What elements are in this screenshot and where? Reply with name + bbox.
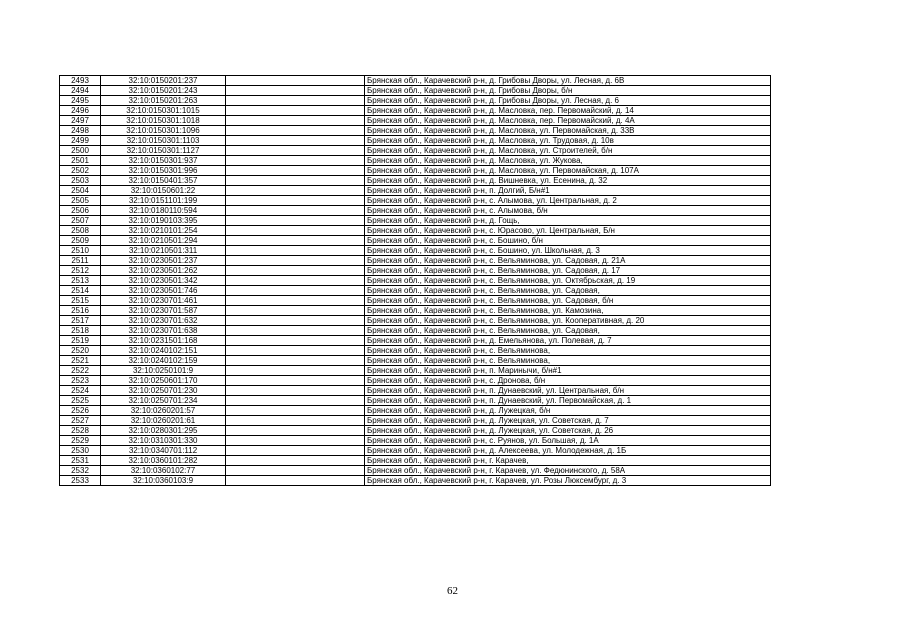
table-row [60,96,771,106]
address-cell: Брянская обл., Карачевский р-н, п. Маринычи, б/н#1 [365,366,771,376]
table-row [60,236,771,246]
cadastral-number-cell: 32:10:0360103:9 [101,476,226,486]
table-row [60,186,771,196]
address-cell: Брянская обл., Карачевский р-н, с. Вельяминова, ул. Садовая, б/н [365,296,771,306]
empty-cell [226,156,365,166]
row-number-cell: 2533 [60,476,101,486]
address-cell: Брянская обл., Карачевский р-н, д. Гощь, [365,216,771,226]
table-row [60,366,771,376]
cadastral-number-cell: 32:10:0230501:262 [101,266,226,276]
cadastral-number-cell: 32:10:0240102:151 [101,346,226,356]
empty-cell [226,406,365,416]
empty-cell [226,376,365,386]
address-cell: Брянская обл., Карачевский р-н, г. Карачев, ул. Розы Люксембург, д. 3 [365,476,771,486]
empty-cell [226,126,365,136]
table-row [60,246,771,256]
empty-cell [226,346,365,356]
empty-cell [226,246,365,256]
empty-cell [226,296,365,306]
row-number-cell: 2499 [60,136,101,146]
cadastral-number-cell: 32:10:0231501:168 [101,336,226,346]
address-cell: Брянская обл., Карачевский р-н, д. Лужецкая, ул. Советская, д. 26 [365,426,771,436]
empty-cell [226,286,365,296]
row-number-cell: 2500 [60,146,101,156]
table-row [60,116,771,126]
cadastral-number-cell: 32:10:0150301:937 [101,156,226,166]
table-row [60,196,771,206]
address-cell: Брянская обл., Карачевский р-н, г. Карачев, [365,456,771,466]
table-row [60,146,771,156]
table-row [60,106,771,116]
address-cell: Брянская обл., Карачевский р-н, с. Вельяминова, ул. Камозина, [365,306,771,316]
table-row [60,216,771,226]
row-number-cell: 2516 [60,306,101,316]
cadastral-number-cell: 32:10:0190103:395 [101,216,226,226]
row-number-cell: 2514 [60,286,101,296]
cadastral-number-cell: 32:10:0250701:230 [101,386,226,396]
table-row [60,466,771,476]
empty-cell [226,136,365,146]
address-cell: Брянская обл., Карачевский р-н, с. Вельяминова, ул. Садовая, [365,286,771,296]
empty-cell [226,266,365,276]
cadastral-number-cell: 32:10:0230501:746 [101,286,226,296]
address-cell: Брянская обл., Карачевский р-н, д. Лужецкая, б/н [365,406,771,416]
property-register-table [59,75,771,486]
address-cell: Брянская обл., Карачевский р-н, д. Масловка, ул. Первомайская, д. 33В [365,126,771,136]
address-cell: Брянская обл., Карачевский р-н, с. Вельяминова, ул. Октябрьская, д. 19 [365,276,771,286]
empty-cell [226,256,365,266]
cadastral-number-cell: 32:10:0250601:170 [101,376,226,386]
row-number-cell: 2511 [60,256,101,266]
row-number-cell: 2498 [60,126,101,136]
address-cell: Брянская обл., Карачевский р-н, д. Лужецкая, ул. Советская, д. 7 [365,416,771,426]
table-row [60,396,771,406]
table-row [60,406,771,416]
cadastral-number-cell: 32:10:0230701:461 [101,296,226,306]
cadastral-number-cell: 32:10:0360101:282 [101,456,226,466]
row-number-cell: 2501 [60,156,101,166]
cadastral-number-cell: 32:10:0210501:311 [101,246,226,256]
address-cell: Брянская обл., Карачевский р-н, д. Масловка, ул. Жукова, [365,156,771,166]
cadastral-number-cell: 32:10:0150201:237 [101,76,226,86]
address-cell: Брянская обл., Карачевский р-н, с. Бошино, б/н [365,236,771,246]
empty-cell [226,366,365,376]
cadastral-number-cell: 32:10:0340701:112 [101,446,226,456]
table-row [60,436,771,446]
cadastral-number-cell: 32:10:0150601:22 [101,186,226,196]
row-number-cell: 2522 [60,366,101,376]
table-row [60,226,771,236]
address-cell: Брянская обл., Карачевский р-н, д. Масловка, ул. Первомайская, д. 107А [365,166,771,176]
row-number-cell: 2520 [60,346,101,356]
address-cell: Брянская обл., Карачевский р-н, д. Алексеева, ул. Молодежная, д. 1Б [365,446,771,456]
cadastral-number-cell: 32:10:0210501:294 [101,236,226,246]
cadastral-number-cell: 32:10:0230501:342 [101,276,226,286]
table-row [60,416,771,426]
row-number-cell: 2507 [60,216,101,226]
page-number: 62 [447,585,458,597]
table-row [60,336,771,346]
row-number-cell: 2510 [60,246,101,256]
row-number-cell: 2524 [60,386,101,396]
cadastral-number-cell: 32:10:0250701:234 [101,396,226,406]
row-number-cell: 2493 [60,76,101,86]
address-cell: Брянская обл., Карачевский р-н, с. Вельяминова, ул. Садовая, д. 21А [365,256,771,266]
table-row [60,446,771,456]
row-number-cell: 2512 [60,266,101,276]
row-number-cell: 2532 [60,466,101,476]
cadastral-number-cell: 32:10:0150301:1018 [101,116,226,126]
row-number-cell: 2496 [60,106,101,116]
address-cell: Брянская обл., Карачевский р-н, д. Вишневка, ул. Есенина, д. 32 [365,176,771,186]
row-number-cell: 2527 [60,416,101,426]
empty-cell [226,466,365,476]
cadastral-number-cell: 32:10:0260201:57 [101,406,226,416]
table-row [60,166,771,176]
empty-cell [226,336,365,346]
table-row [60,256,771,266]
address-cell: Брянская обл., Карачевский р-н, д. Грибовы Дворы, б/н [365,86,771,96]
cadastral-number-cell: 32:10:0150401:357 [101,176,226,186]
table-row [60,266,771,276]
cadastral-number-cell: 32:10:0280301:295 [101,426,226,436]
row-number-cell: 2494 [60,86,101,96]
cadastral-number-cell: 32:10:0150201:243 [101,86,226,96]
address-cell: Брянская обл., Карачевский р-н, г. Карачев, ул. Федюнинского, д. 58А [365,466,771,476]
cadastral-number-cell: 32:10:0150301:1096 [101,126,226,136]
table-row [60,456,771,466]
empty-cell [226,236,365,246]
empty-cell [226,306,365,316]
empty-cell [226,76,365,86]
table-row [60,176,771,186]
empty-cell [226,326,365,336]
cadastral-number-cell: 32:10:0150301:996 [101,166,226,176]
empty-cell [226,116,365,126]
empty-cell [226,186,365,196]
address-cell: Брянская обл., Карачевский р-н, д. Масловка, ул. Трудовая, д. 10в [365,136,771,146]
empty-cell [226,476,365,486]
table-row [60,426,771,436]
empty-cell [226,396,365,406]
cadastral-number-cell: 32:10:0250101:9 [101,366,226,376]
table-row [60,306,771,316]
address-cell: Брянская обл., Карачевский р-н, с. Юрасово, ул. Центральная, Б/н [365,226,771,236]
empty-cell [226,456,365,466]
table-row [60,386,771,396]
address-cell: Брянская обл., Карачевский р-н, с. Дронова, б/н [365,376,771,386]
address-cell: Брянская обл., Карачевский р-н, д. Грибовы Дворы, ул. Лесная, д. 6 [365,96,771,106]
row-number-cell: 2505 [60,196,101,206]
address-cell: Брянская обл., Карачевский р-н, д. Масловка, ул. Строителей, б/н [365,146,771,156]
address-cell: Брянская обл., Карачевский р-н, с. Бошино, ул. Школьная, д. 3 [365,246,771,256]
cadastral-number-cell: 32:10:0230701:638 [101,326,226,336]
address-cell: Брянская обл., Карачевский р-н, д. Масловка, пер. Первомайский, д. 14 [365,106,771,116]
address-cell: Брянская обл., Карачевский р-н, с. Руянов, ул. Большая, д. 1А [365,436,771,446]
cadastral-number-cell: 32:10:0150301:1015 [101,106,226,116]
address-cell: Брянская обл., Карачевский р-н, с. Вельяминова, ул. Садовая, [365,326,771,336]
row-number-cell: 2506 [60,206,101,216]
cadastral-number-cell: 32:10:0210101:254 [101,226,226,236]
row-number-cell: 2530 [60,446,101,456]
row-number-cell: 2526 [60,406,101,416]
empty-cell [226,106,365,116]
address-cell: Брянская обл., Карачевский р-н, с. Вельяминова, ул. Садовая, д. 17 [365,266,771,276]
address-cell: Брянская обл., Карачевский р-н, д. Грибовы Дворы, ул. Лесная, д. 6В [365,76,771,86]
row-number-cell: 2495 [60,96,101,106]
row-number-cell: 2515 [60,296,101,306]
cadastral-number-cell: 32:10:0310301:330 [101,436,226,446]
empty-cell [226,96,365,106]
cadastral-number-cell: 32:10:0240102:159 [101,356,226,366]
table-row [60,286,771,296]
table-row [60,346,771,356]
empty-cell [226,176,365,186]
address-cell: Брянская обл., Карачевский р-н, п. Долгий, Б/н#1 [365,186,771,196]
row-number-cell: 2513 [60,276,101,286]
address-cell: Брянская обл., Карачевский р-н, с. Вельяминова, [365,346,771,356]
empty-cell [226,316,365,326]
property-register-body [60,76,771,486]
table-row [60,76,771,86]
row-number-cell: 2503 [60,176,101,186]
empty-cell [226,426,365,436]
table-row [60,296,771,306]
empty-cell [226,356,365,366]
address-cell: Брянская обл., Карачевский р-н, п. Дунаевский, ул. Центральная, б/н [365,386,771,396]
address-cell: Брянская обл., Карачевский р-н, с. Вельяминова, [365,356,771,366]
cadastral-number-cell: 32:10:0150301:1103 [101,136,226,146]
table-row [60,476,771,486]
row-number-cell: 2519 [60,336,101,346]
table-row [60,156,771,166]
empty-cell [226,416,365,426]
cadastral-number-cell: 32:10:0230701:632 [101,316,226,326]
row-number-cell: 2504 [60,186,101,196]
empty-cell [226,86,365,96]
empty-cell [226,436,365,446]
table-row [60,326,771,336]
table-row [60,206,771,216]
table-row [60,376,771,386]
row-number-cell: 2523 [60,376,101,386]
row-number-cell: 2531 [60,456,101,466]
empty-cell [226,206,365,216]
table-row [60,356,771,366]
table-row [60,126,771,136]
address-cell: Брянская обл., Карачевский р-н, п. Дунаевский, ул. Первомайская, д. 1 [365,396,771,406]
cadastral-number-cell: 32:10:0150201:263 [101,96,226,106]
cadastral-number-cell: 32:10:0180110:594 [101,206,226,216]
row-number-cell: 2518 [60,326,101,336]
row-number-cell: 2521 [60,356,101,366]
row-number-cell: 2497 [60,116,101,126]
address-cell: Брянская обл., Карачевский р-н, д. Емельянова, ул. Полевая, д. 7 [365,336,771,346]
empty-cell [226,386,365,396]
table-row [60,86,771,96]
empty-cell [226,166,365,176]
empty-cell [226,196,365,206]
empty-cell [226,226,365,236]
row-number-cell: 2525 [60,396,101,406]
table-row [60,276,771,286]
cadastral-number-cell: 32:10:0230701:587 [101,306,226,316]
address-cell: Брянская обл., Карачевский р-н, д. Масловка, пер. Первомайский, д. 4А [365,116,771,126]
row-number-cell: 2528 [60,426,101,436]
cadastral-number-cell: 32:10:0230501:237 [101,256,226,266]
empty-cell [226,146,365,156]
cadastral-number-cell: 32:10:0360102:77 [101,466,226,476]
empty-cell [226,216,365,226]
cadastral-number-cell: 32:10:0260201:61 [101,416,226,426]
empty-cell [226,446,365,456]
row-number-cell: 2508 [60,226,101,236]
table-row [60,136,771,146]
row-number-cell: 2517 [60,316,101,326]
cadastral-number-cell: 32:10:0151101:199 [101,196,226,206]
empty-cell [226,276,365,286]
row-number-cell: 2502 [60,166,101,176]
address-cell: Брянская обл., Карачевский р-н, с. Алымова, ул. Центральная, д. 2 [365,196,771,206]
table-row [60,316,771,326]
row-number-cell: 2529 [60,436,101,446]
address-cell: Брянская обл., Карачевский р-н, с. Алымова, б/н [365,206,771,216]
address-cell: Брянская обл., Карачевский р-н, с. Вельяминова, ул. Кооперативная, д. 20 [365,316,771,326]
cadastral-number-cell: 32:10:0150301:1127 [101,146,226,156]
row-number-cell: 2509 [60,236,101,246]
